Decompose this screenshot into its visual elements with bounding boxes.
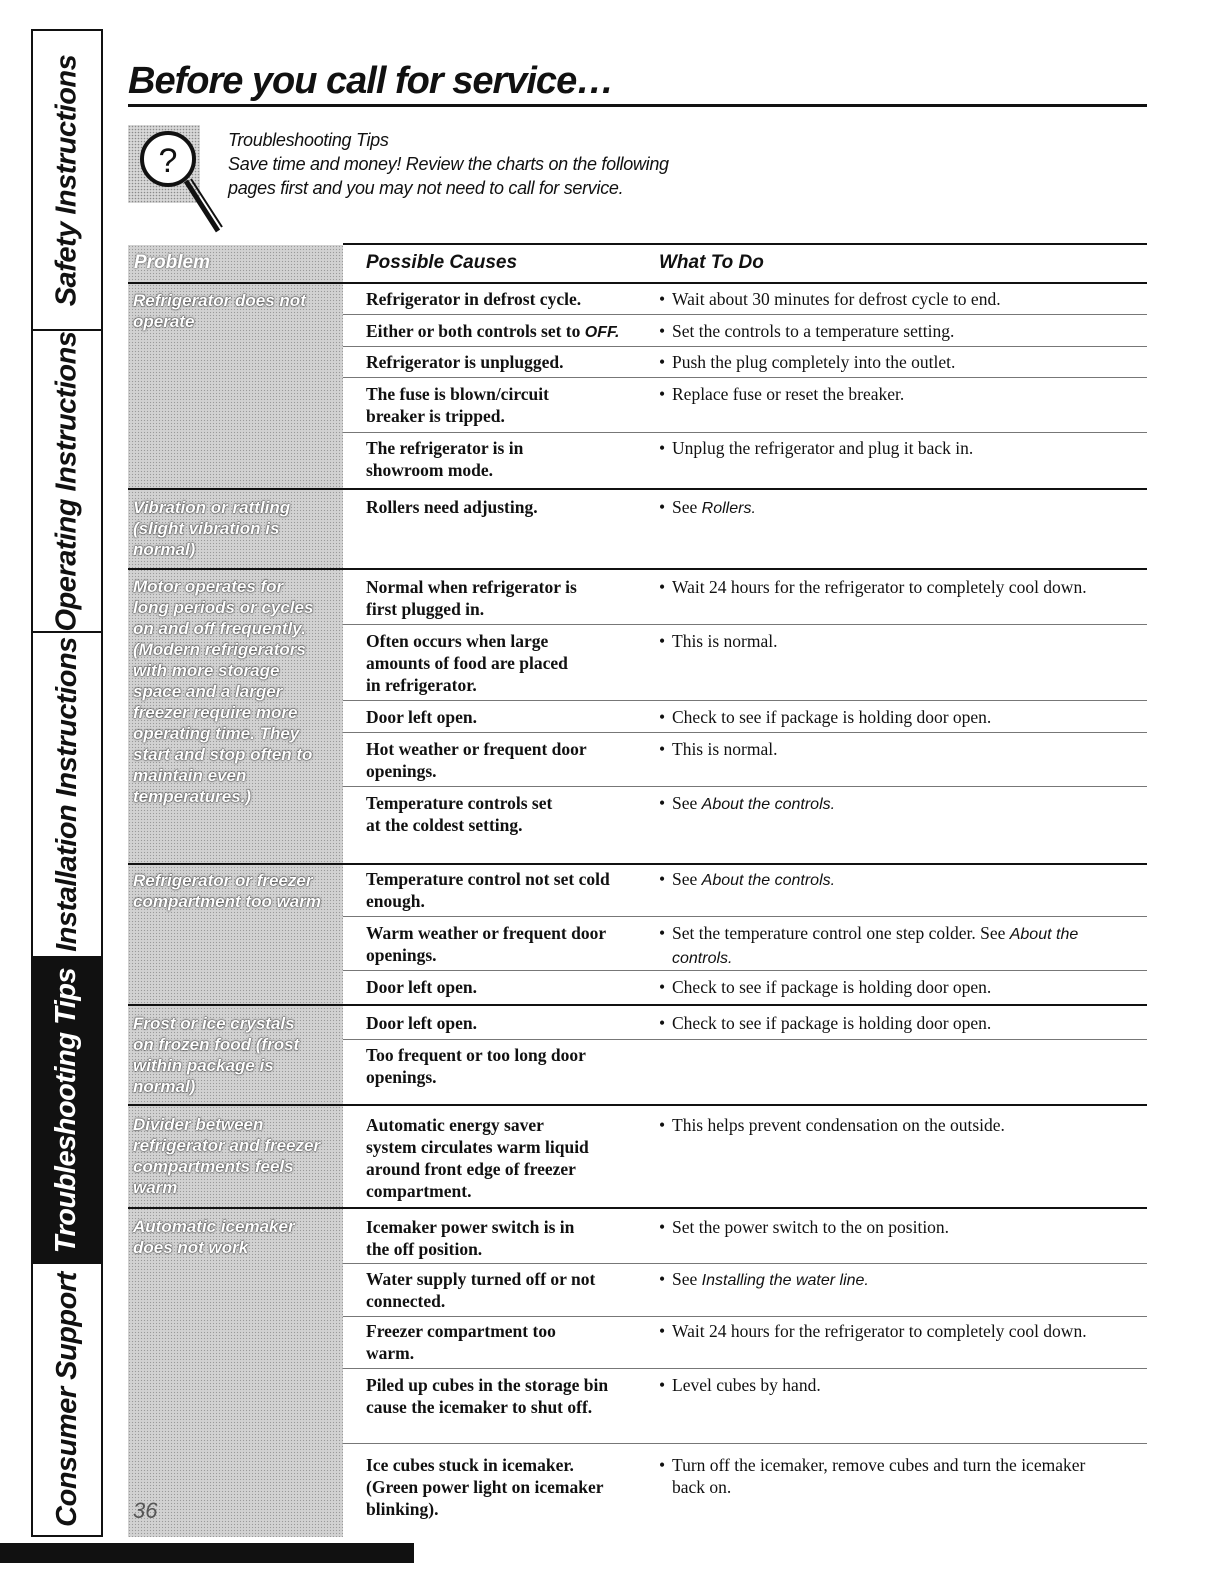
cause-text: Door left open. xyxy=(366,1013,477,1033)
tab-label: Installation Instructions xyxy=(50,637,83,952)
problem-label: Refrigerator does not operate xyxy=(133,291,306,331)
todo-text: • Set the controls to a temperature setting. xyxy=(659,320,1139,342)
tab-installation-instructions[interactable] xyxy=(33,633,101,958)
group-divider xyxy=(128,1207,1147,1209)
footer-bar xyxy=(0,1543,414,1563)
group-divider xyxy=(128,1004,1147,1006)
todo-text: • Check to see if package is holding door open. xyxy=(659,976,1139,998)
tab-label: Operating Instructions xyxy=(50,331,83,631)
header-possible-causes: Possible Causes xyxy=(366,252,518,273)
row-divider xyxy=(343,377,1147,378)
cause-text: Door left open. xyxy=(366,707,477,727)
cause-text: Temperature controls set at the coldest setting. xyxy=(366,793,553,835)
problem-label: Motor operates for long periods or cycles on and off frequently. (Modern refrigerators with more storage space and a larger freezer require more operating time. They start and stop often to maintain even temperatures.) xyxy=(133,577,314,806)
installing-water-line-reference-link[interactable]: Installing the water line. xyxy=(701,1272,869,1289)
todo-text-part: See xyxy=(672,869,702,889)
group-divider xyxy=(128,863,1147,865)
about-controls-reference-link[interactable]: About the controls. xyxy=(701,796,836,813)
group-divider xyxy=(128,1104,1147,1106)
table-top-rule xyxy=(343,243,1147,245)
tab-safety-instructions[interactable] xyxy=(33,31,101,331)
cause-text: Refrigerator is unplugged. xyxy=(366,352,564,372)
todo-text: • Wait 24 hours for the refrigerator to completely cool down. xyxy=(659,1320,1099,1342)
row-divider xyxy=(343,314,1147,315)
problem-label: Refrigerator or freezer compartment too warm xyxy=(133,871,321,911)
row-divider xyxy=(343,786,1147,787)
row-divider xyxy=(343,916,1147,917)
group-divider xyxy=(128,488,1147,490)
todo-text: • Check to see if package is holding door open. xyxy=(659,1012,1139,1034)
cause-text: Too frequent or too long door openings. xyxy=(366,1045,586,1087)
row-divider xyxy=(343,700,1147,701)
page-title: Before you call for service… xyxy=(128,60,614,102)
off-setting: OFF. xyxy=(584,324,620,341)
tab-label: Consumer Support xyxy=(50,1272,83,1527)
problem-label: Automatic icemaker does not work xyxy=(133,1217,295,1257)
todo-text: • Wait about 30 minutes for defrost cycle to end. xyxy=(659,288,1139,310)
question-magnifier-icon xyxy=(128,125,228,237)
tab-consumer-support[interactable] xyxy=(33,1264,101,1535)
cause-text: Ice cubes stuck in icemaker. (Green power light on icemaker blinking). xyxy=(366,1455,604,1519)
header-what-to-do: What To Do xyxy=(659,252,764,273)
todo-text: • Push the plug completely into the outlet. xyxy=(659,351,1139,373)
cause-text: Normal when refrigerator is first plugged in. xyxy=(366,577,577,619)
page-number: 36 xyxy=(133,1498,158,1523)
row-divider xyxy=(343,1316,1147,1317)
cause-text: Automatic energy saver system circulates warm liquid around front edge of freezer compartment. xyxy=(366,1115,589,1201)
cause-text: Often occurs when large amounts of food are placed in refrigerator. xyxy=(366,631,568,695)
cause-text: Piled up cubes in the storage bin cause the icemaker to shut off. xyxy=(366,1375,609,1417)
cause-text: The fuse is blown/circuit breaker is tripped. xyxy=(366,384,549,426)
todo-text: • Turn off the icemaker, remove cubes and turn the icemaker back on. xyxy=(659,1454,1109,1498)
row-divider xyxy=(343,732,1147,733)
title-divider xyxy=(128,104,1147,107)
tips-text-line: Save time and money! Review the charts on the following xyxy=(228,154,669,174)
cause-text xyxy=(366,320,656,344)
todo-text xyxy=(659,1268,1139,1292)
todo-text: • Check to see if package is holding door open. xyxy=(659,706,1139,728)
row-divider xyxy=(343,346,1147,347)
cause-text: Freezer compartment too warm. xyxy=(366,1321,556,1363)
header-problem: Problem xyxy=(134,252,211,273)
todo-text-part: Set the temperature control one step colder. See xyxy=(672,923,1010,943)
todo-text: • This is normal. xyxy=(659,630,1139,652)
cause-text: Icemaker power switch is in the off position. xyxy=(366,1217,575,1259)
cause-text: Hot weather or frequent door openings. xyxy=(366,739,587,781)
cause-text: Door left open. xyxy=(366,977,477,997)
cause-text: Rollers need adjusting. xyxy=(366,497,538,517)
problem-label: Divider between refrigerator and freezer compartments feels warm xyxy=(133,1115,321,1197)
row-divider xyxy=(343,1263,1147,1264)
row-divider xyxy=(343,1039,1147,1040)
troubleshooting-tips-intro xyxy=(228,128,669,200)
row-divider xyxy=(343,1368,1147,1369)
row-divider xyxy=(343,1443,1147,1444)
tab-troubleshooting-tips[interactable] xyxy=(33,958,101,1264)
tips-text-line: pages first and you may not need to call for service. xyxy=(228,178,624,198)
group-divider xyxy=(128,568,1147,570)
tab-operating-instructions[interactable] xyxy=(33,331,101,633)
cause-text: Water supply turned off or not connected. xyxy=(366,1269,596,1311)
tips-heading: Troubleshooting Tips xyxy=(228,130,389,150)
todo-text xyxy=(659,792,1139,816)
problem-label: Frost or ice crystals on frozen food (frost within package is normal) xyxy=(133,1014,300,1096)
todo-text-part: See xyxy=(672,497,702,517)
row-divider xyxy=(343,432,1147,433)
todo-text: • This helps prevent condensation on the outside. xyxy=(659,1114,1139,1136)
todo-text: • Wait 24 hours for the refrigerator to completely cool down. xyxy=(659,576,1099,598)
svg-text:?: ? xyxy=(158,142,178,180)
about-controls-reference-link[interactable]: About the controls. xyxy=(701,872,836,889)
todo-text: • Level cubes by hand. xyxy=(659,1374,1139,1396)
group-divider xyxy=(128,282,1147,284)
tab-label: Safety Instructions xyxy=(50,54,83,306)
row-divider xyxy=(343,970,1147,971)
todo-text xyxy=(659,868,1139,892)
about-controls-reference-link[interactable]: About the controls. xyxy=(672,926,1079,967)
rollers-reference-link[interactable]: Rollers. xyxy=(701,500,756,517)
todo-text-part: See xyxy=(672,793,702,813)
cause-text: Warm weather or frequent door openings. xyxy=(366,923,606,965)
cause-text: Temperature control not set cold enough. xyxy=(366,869,610,911)
todo-text-part: See xyxy=(672,1269,702,1289)
todo-text: • This is normal. xyxy=(659,738,1139,760)
cause-text: The refrigerator is in showroom mode. xyxy=(366,438,524,480)
todo-text xyxy=(659,496,1139,520)
todo-text: • Set the power switch to the on position. xyxy=(659,1216,1139,1238)
row-divider xyxy=(343,624,1147,625)
todo-text: • Unplug the refrigerator and plug it back in. xyxy=(659,437,1139,459)
cause-text-part: Either or both controls set to xyxy=(366,321,585,341)
tab-label: Troubleshooting Tips xyxy=(50,967,83,1253)
problem-label: Vibration or rattling (slight vibration is normal) xyxy=(133,498,291,559)
todo-text: • Replace fuse or reset the breaker. xyxy=(659,383,1139,405)
todo-text xyxy=(659,922,1099,970)
section-sidebar xyxy=(31,29,103,1537)
cause-text: Refrigerator in defrost cycle. xyxy=(366,289,582,309)
